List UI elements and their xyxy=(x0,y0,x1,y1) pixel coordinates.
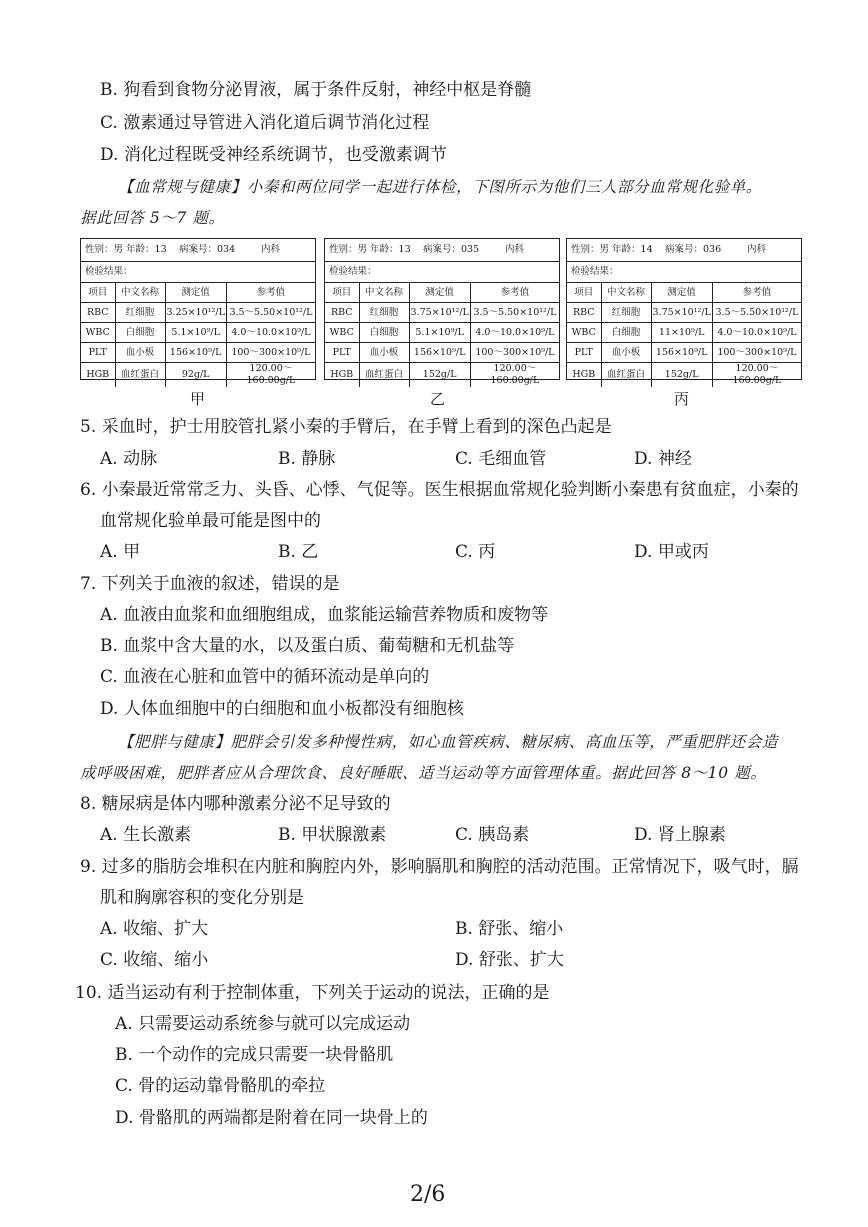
q7-option-c: C. 血液在心脏和血管中的循环流动是单向的 xyxy=(100,667,430,687)
report-dept: 内科 xyxy=(261,244,281,255)
blood-report-jia xyxy=(80,238,316,386)
table-header-row: 项目 中文名称 测定值 参考值 xyxy=(325,283,559,303)
table-row: HGB 血红蛋白 152g/L 120.00～160.00g/L xyxy=(567,363,801,388)
report-label-yi: 乙 xyxy=(430,390,446,408)
q6-options xyxy=(0,541,868,563)
report-table xyxy=(325,283,559,387)
report-table xyxy=(81,283,315,387)
section-blood-intro-line1: 【血常规与健康】小秦和两位同学一起进行体检，下图所示为他们三人部分血常规化验单。 xyxy=(118,178,763,196)
table-row: HGB 血红蛋白 92g/L 120.00～160.00g/L xyxy=(81,363,315,388)
table-row: PLT 血小板 156×10⁹/L 100～300×10⁹/L xyxy=(81,343,315,363)
table-row: RBC 红细胞 3.25×10¹²/L 3.5～5.50×10¹²/L xyxy=(81,303,315,323)
q9-option-b: B. 舒张、缩小 xyxy=(455,919,564,939)
blood-report-bing xyxy=(566,238,802,386)
q10-option-a: A. 只需要运动系统参与就可以完成运动 xyxy=(115,1014,411,1034)
q9-options-row2 xyxy=(0,949,868,971)
q8-option-c: C. 胰岛素 xyxy=(455,825,530,845)
q5-stem: 5. 采血时，护士用胶管扎紧小秦的手臂后，在手臂上看到的深色凸起是 xyxy=(80,417,612,437)
q5-option-d: D. 神经 xyxy=(634,449,692,469)
report-subheader: 检验结果： xyxy=(567,262,801,283)
report-dept: 内科 xyxy=(505,244,525,255)
q4-option-c: C. 激素通过导管进入消化道后调节消化过程 xyxy=(100,113,430,133)
q5-option-a: A. 动脉 xyxy=(100,449,158,469)
q7-option-d: D. 人体血细胞中的白细胞和血小板都没有细胞核 xyxy=(100,699,464,719)
report-header xyxy=(81,239,315,262)
table-row: HGB 血红蛋白 152g/L 120.00～160.00g/L xyxy=(325,363,559,388)
table-row: WBC 白细胞 5.1×10⁹/L 4.0～10.0×10⁹/L xyxy=(325,323,559,343)
report-subheader: 检验结果： xyxy=(81,262,315,283)
blood-report-yi xyxy=(324,238,560,386)
q7-option-a: A. 血液由血浆和血细胞组成，血浆能运输营养物质和废物等 xyxy=(100,605,549,625)
q6-option-d: D. 甲或丙 xyxy=(634,542,709,562)
table-row: RBC 红细胞 3.75×10¹²/L 3.5～5.50×10¹²/L xyxy=(325,303,559,323)
report-case-no: 病案号：036 xyxy=(665,244,722,255)
q4-option-d: D. 消化过程既受神经系统调节，也受激素调节 xyxy=(100,145,447,165)
report-header xyxy=(325,239,559,262)
q6-option-b: B. 乙 xyxy=(278,542,319,562)
q10-option-b: B. 一个动作的完成只需要一块骨骼肌 xyxy=(115,1045,394,1065)
table-row: PLT 血小板 156×10⁹/L 100～300×10⁹/L xyxy=(325,343,559,363)
table-header-row: 项目 中文名称 测定值 参考值 xyxy=(567,283,801,303)
q9-option-d: D. 舒张、扩大 xyxy=(455,950,564,970)
q8-options xyxy=(0,824,868,846)
q8-option-b: B. 甲状腺激素 xyxy=(278,825,387,845)
q6-option-a: A. 甲 xyxy=(100,542,141,562)
q9-option-a: A. 收缩、扩大 xyxy=(100,919,209,939)
report-label-jia: 甲 xyxy=(190,390,206,408)
q8-option-d: D. 肾上腺素 xyxy=(634,825,726,845)
q7-option-b: B. 血浆中含大量的水，以及蛋白质、葡萄糖和无机盐等 xyxy=(100,636,515,656)
report-table xyxy=(567,283,801,387)
table-row: WBC 白细胞 5.1×10⁹/L 4.0～10.0×10⁹/L xyxy=(81,323,315,343)
q6-stem-line2: 血常规化验单最可能是图中的 xyxy=(100,511,321,531)
q6-stem-line1: 6. 小秦最近常常乏力、头昏、心悸、气促等。医生根据血常规化验判断小秦患有贫血症，小秦的 xyxy=(80,480,799,500)
q9-options-row1 xyxy=(0,918,868,940)
table-row: RBC 红细胞 3.75×10¹²/L 3.5～5.50×10¹²/L xyxy=(567,303,801,323)
page-number: 2/6 xyxy=(410,1182,446,1207)
q10-stem: 10. 适当运动有利于控制体重，下列关于运动的说法，正确的是 xyxy=(75,983,550,1003)
q7-stem: 7. 下列关于血液的叙述，错误的是 xyxy=(80,574,340,594)
report-subheader: 检验结果： xyxy=(325,262,559,283)
report-gender-age: 性别：男 年龄：14 xyxy=(571,244,653,255)
q8-stem: 8. 糖尿病是体内哪种激素分泌不足导致的 xyxy=(80,794,391,814)
q9-stem-line2: 肌和胸廓容积的变化分别是 xyxy=(100,888,304,908)
q9-option-c: C. 收缩、缩小 xyxy=(100,950,209,970)
report-header xyxy=(567,239,801,262)
report-gender-age: 性别：男 年龄：13 xyxy=(329,244,411,255)
q10-option-d: D. 骨骼肌的两端都是附着在同一块骨上的 xyxy=(115,1108,428,1128)
q4-option-b: B. 狗看到食物分泌胃液，属于条件反射，神经中枢是脊髓 xyxy=(100,80,532,100)
q5-option-b: B. 静脉 xyxy=(278,449,336,469)
section-blood-intro-line2: 据此回答 5～7 题。 xyxy=(80,209,225,227)
q10-option-c: C. 骨的运动靠骨骼肌的牵拉 xyxy=(115,1076,326,1096)
q9-stem-line1: 9. 过多的脂肪会堆积在内脏和胸腔内外，影响膈肌和胸腔的活动范围。正常情况下，吸气时，膈 xyxy=(80,857,799,877)
section-obesity-intro-line1: 【肥胖与健康】肥胖会引发多种慢性病，如心血管疾病、糖尿病、高血压等，严重肥胖还会造 xyxy=(118,733,779,751)
table-row: PLT 血小板 156×10⁹/L 100～300×10⁹/L xyxy=(567,343,801,363)
q8-option-a: A. 生长激素 xyxy=(100,825,192,845)
report-gender-age: 性别：男 年龄：13 xyxy=(85,244,167,255)
table-header-row: 项目 中文名称 测定值 参考值 xyxy=(81,283,315,303)
report-case-no: 病案号：034 xyxy=(179,244,236,255)
report-dept: 内科 xyxy=(747,244,767,255)
q6-option-c: C. 丙 xyxy=(455,542,496,562)
section-obesity-intro-line2: 成呼吸困难，肥胖者应从合理饮食、良好睡眠、适当运动等方面管理体重。据此回答 8～10 题。 xyxy=(80,764,767,782)
report-label-bing: 丙 xyxy=(674,390,690,408)
table-row: WBC 白细胞 11×10⁹/L 4.0～10.0×10⁹/L xyxy=(567,323,801,343)
report-case-no: 病案号：035 xyxy=(423,244,480,255)
q5-option-c: C. 毛细血管 xyxy=(455,449,547,469)
q5-options xyxy=(0,448,868,470)
